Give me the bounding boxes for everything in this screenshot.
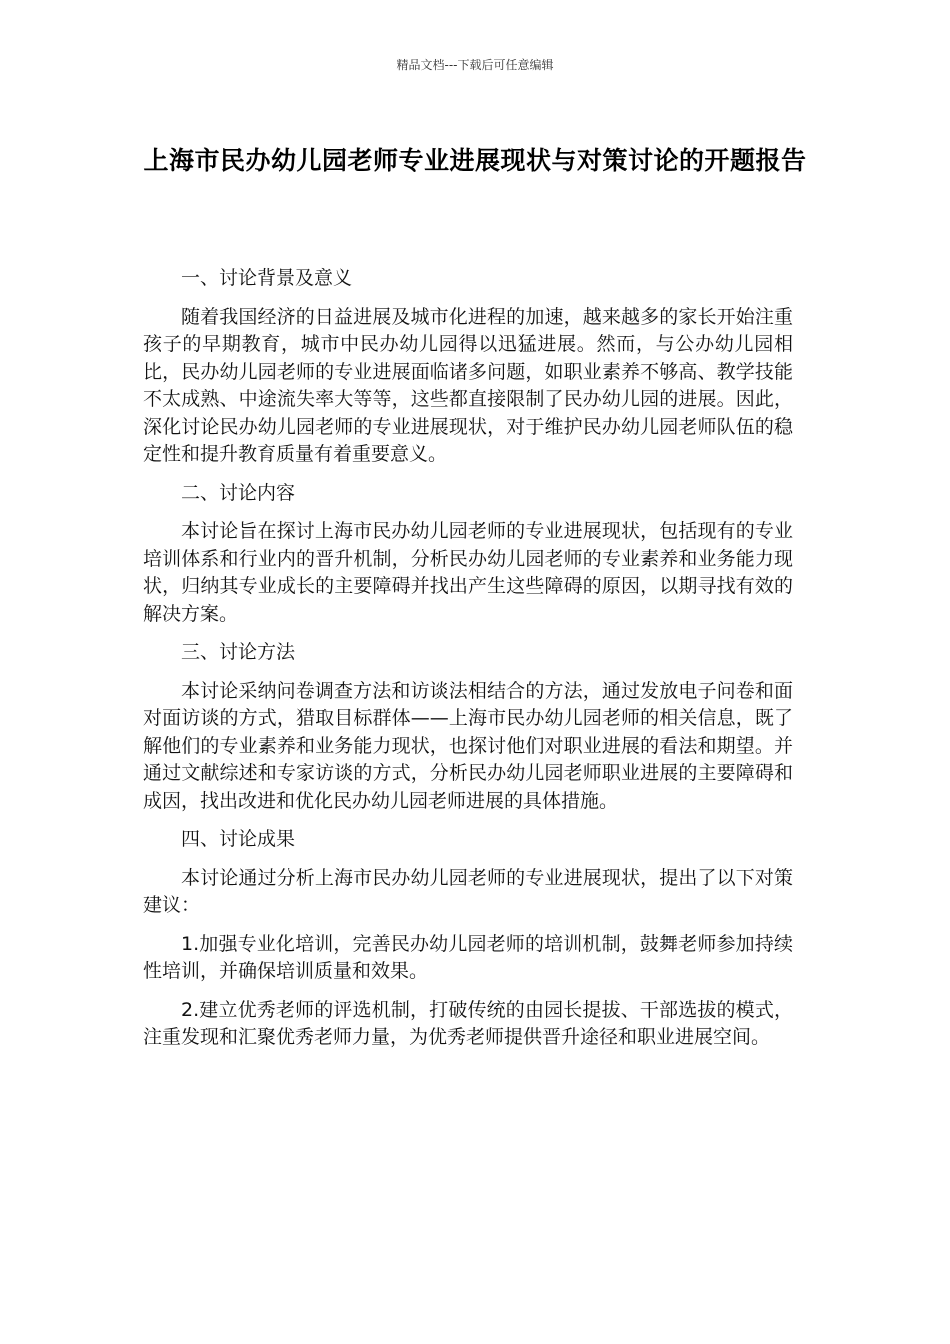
- section-heading: 一、讨论背景及意义: [181, 267, 353, 289]
- section-content: [143, 480, 793, 629]
- paragraph: 本讨论采纳问卷调查方法和访谈法相结合的方法，通过发放电子问卷和面对面访谈的方式，猎取目标群体——上海市民办幼儿园老师的相关信息，既了解他们的专业素养和业务能力现状，也探讨他们对职业进展的看法和期望。并通过文献综述和专家访谈的方式，分析民办幼儿园老师职业进展的主要障碍和成因，找出改进和优化民办幼儿园老师进展的具体措施。: [143, 679, 793, 812]
- section-results: [143, 826, 793, 1052]
- paragraph: 随着我国经济的日益进展及城市化进程的加速，越来越多的家长开始注重孩子的早期教育，城市中民办幼儿园得以迅猛进展。然而，与公办幼儿园相比，民办幼儿园老师的专业进展面临诸多问题，如职业素养不够高、教学技能不太成熟、中途流失率大等等，这些都直接限制了民办幼儿园的进展。因此，深化讨论民办幼儿园老师的专业进展现状，对于维护民办幼儿园老师队伍的稳定性和提升教育质量有着重要意义。: [143, 305, 793, 465]
- list-item-recommendation: 2.建立优秀老师的评选机制，打破传统的由园长提拔、干部选拔的模式，注重发现和汇聚优秀老师力量，为优秀老师提供晋升途径和职业进展空间。: [143, 998, 793, 1048]
- paragraph: 本讨论旨在探讨上海市民办幼儿园老师的专业进展现状，包括现有的专业培训体系和行业内的晋升机制，分析民办幼儿园老师的专业素养和业务能力现状，归纳其专业成长的主要障碍并找出产生这些障碍的原因，以期寻找有效的解决方案。: [143, 520, 793, 625]
- document-body: [143, 265, 793, 1063]
- section-background: [143, 265, 793, 469]
- document-title: 上海市民办幼儿园老师专业进展现状与对策讨论的开题报告: [143, 146, 807, 175]
- section-method: [143, 639, 793, 815]
- list-item-recommendation: 1.加强专业化培训，完善民办幼儿园老师的培训机制，鼓舞老师参加持续性培训，并确保培训质量和效果。: [143, 932, 793, 982]
- paragraph: 本讨论通过分析上海市民办幼儿园老师的专业进展现状，提出了以下对策建议：: [143, 866, 793, 916]
- section-heading: 三、讨论方法: [181, 641, 296, 663]
- section-heading: 二、讨论内容: [181, 481, 296, 504]
- section-heading: 四、讨论成果: [181, 828, 296, 850]
- page-header: 精品文档---下载后可任意编辑: [396, 58, 554, 72]
